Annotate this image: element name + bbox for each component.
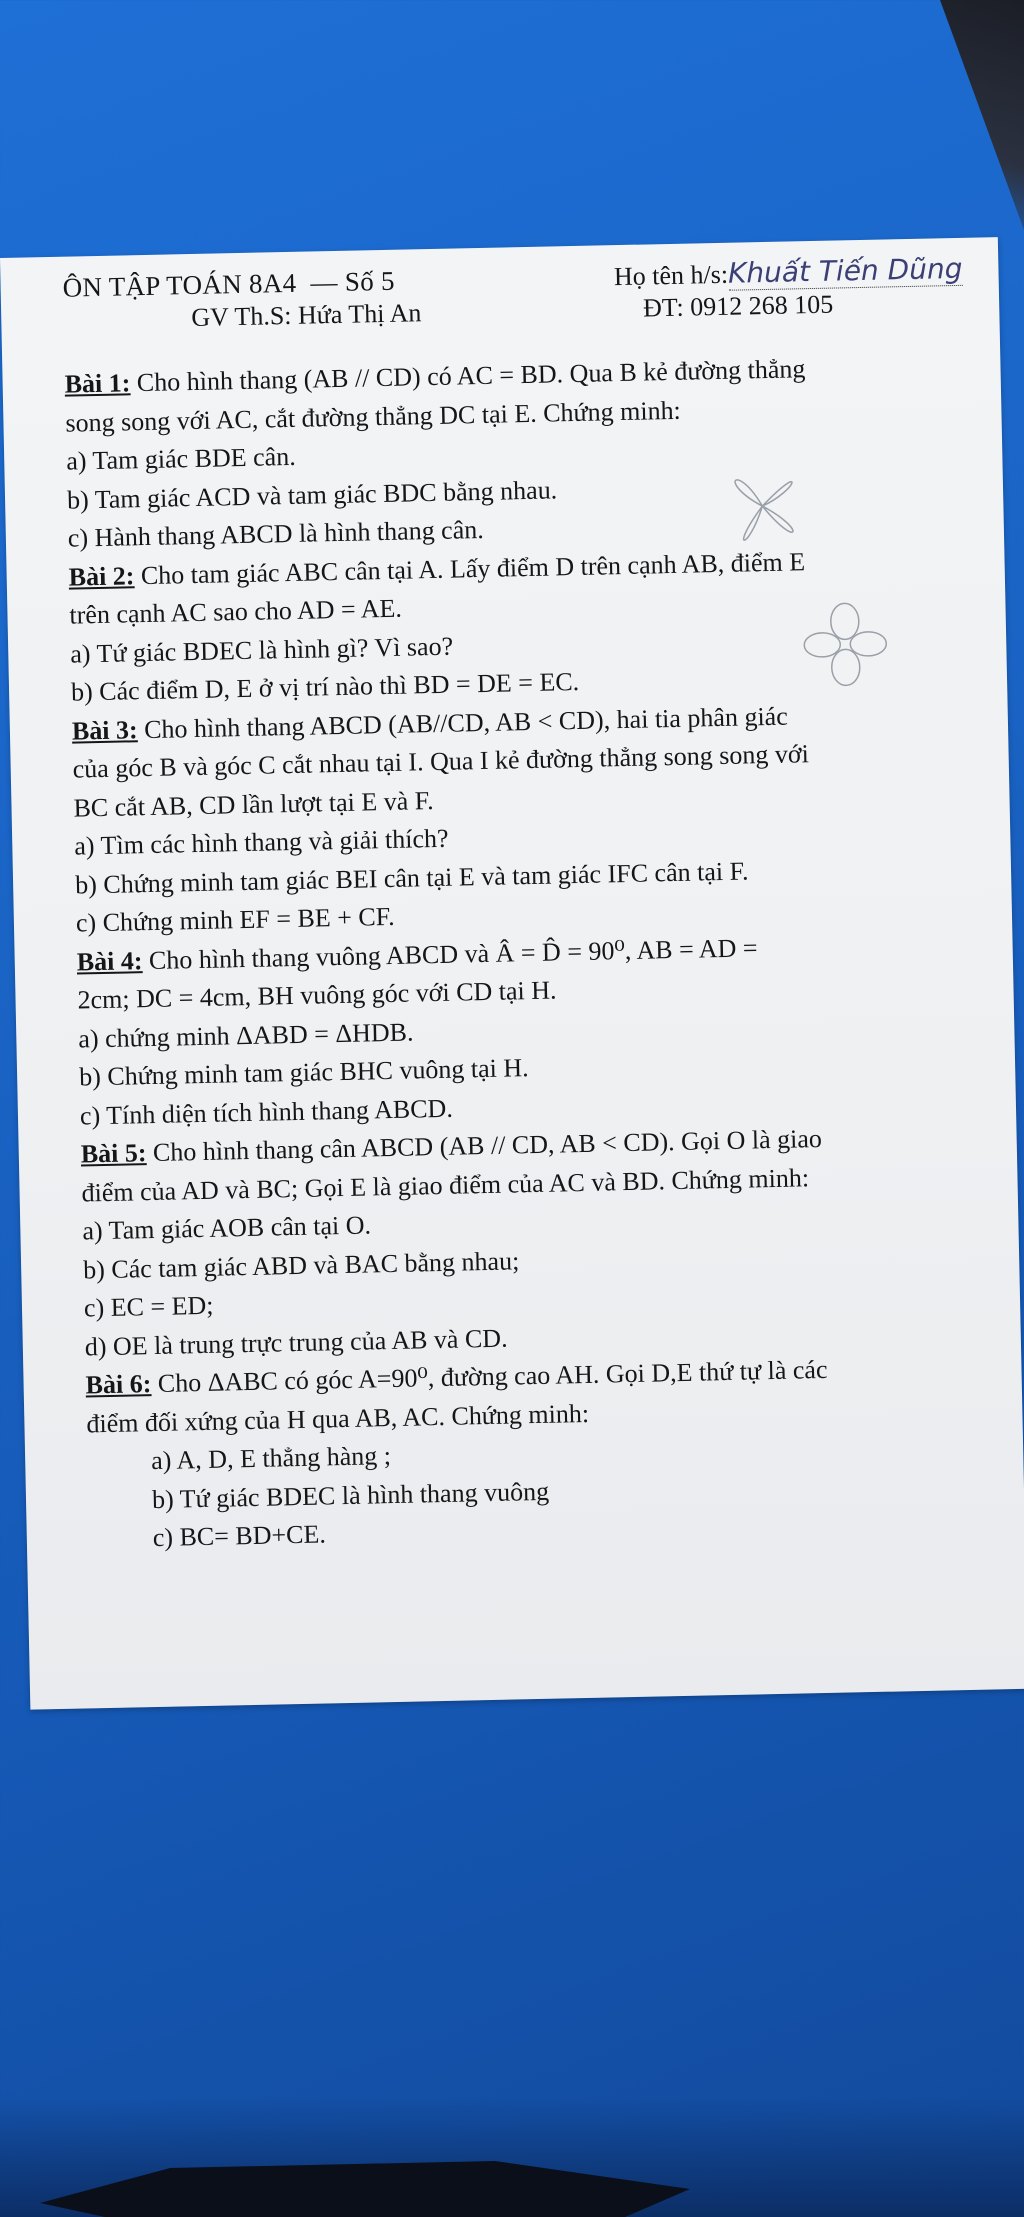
- student-name-field: Họ tên h/s:Khuất Tiến Dũng: [613, 251, 963, 292]
- problem-1-part-c: c) Hành thang ABCD là hình thang cân.: [67, 514, 485, 553]
- problem-4-label: Bài 4:: [76, 945, 143, 977]
- problem-4-part-a: a) chứng minh ΔABD = ΔHDB.: [78, 1017, 414, 1054]
- problem-list: [64, 347, 989, 1559]
- problem-6-part-a: a) A, D, E thẳng hàng ;: [150, 1441, 392, 1476]
- pencil-doodle-flower-1: [706, 450, 818, 562]
- problem-4-line-2: 2cm; DC = 4cm, BH vuông góc với CD tại H.: [77, 975, 557, 1015]
- problem-3-part-b: b) Chứng minh tam giác BEI cân tại E và tam giác IFC cân tại F.: [74, 855, 749, 900]
- problem-1-part-a: a) Tam giác BDE cân.: [65, 441, 296, 476]
- teacher-name: GV Th.S: Hứa Thị An: [190, 298, 422, 333]
- problem-6-line-2: điểm đối xứng của H qua AB, AC. Chứng minh:: [86, 1398, 590, 1438]
- problem-5-label: Bài 5:: [80, 1138, 147, 1169]
- problem-5-part-a: a) Tam giác AOB cân tại O.: [82, 1210, 372, 1246]
- problem-4-part-c: c) Tính diện tích hình thang ABCD.: [79, 1093, 454, 1131]
- problem-6-part-c: c) BC= BD+CE.: [152, 1519, 327, 1553]
- problem-2-line-2: trên cạnh AC sao cho AD = AE.: [69, 593, 403, 630]
- problem-1-line-1: Bài 1: Cho hình thang (AB // CD) có AC = BD. Qua B kẻ đường thẳng: [64, 354, 806, 399]
- problem-2-part-b: b) Các điểm D, E ở vị trí nào thì BD = DE = EC.: [70, 666, 580, 707]
- problem-3-line-1: Bài 3: Cho hình thang ABCD (AB//CD, AB < CD), hai tia phân giác: [71, 701, 788, 746]
- problem-5-line-1: Bài 5: Cho hình thang cân ABCD (AB // CD, AB < CD). Gọi O là giao: [80, 1123, 823, 1169]
- worksheet-content: [62, 252, 989, 1559]
- problem-1-line-2: song song với AC, cắt đường thẳng DC tại E. Chứng minh:: [65, 395, 682, 438]
- problem-6-part-b: b) Tứ giác BDEC là hình thang vuông: [151, 1476, 550, 1514]
- problem-1-label: Bài 1:: [64, 368, 131, 399]
- problem-5-line-2: điểm của AD và BC; Gọi E là giao điểm của AC và BD. Chứng minh:: [81, 1162, 810, 1207]
- problem-5-part-b: b) Các tam giác ABD và BAC bằng nhau;: [82, 1245, 520, 1284]
- problem-5-part-c: c) EC = ED;: [83, 1290, 214, 1323]
- problem-2-line-1: Bài 2: Cho tam giác ABC cân tại A. Lấy điểm D trên cạnh AB, điểm E: [68, 546, 806, 592]
- teacher-phone: ĐT: 0912 268 105: [642, 289, 834, 323]
- problem-2-part-a: a) Tứ giác BDEC là hình gì? Vì sao?: [69, 631, 454, 669]
- problem-3-part-a: a) Tìm các hình thang và giải thích?: [74, 823, 449, 861]
- worksheet-title: ÔN TẬP TOÁN 8A4 — Số 5: [62, 265, 396, 303]
- problem-3-line-2: của góc B và góc C cắt nhau tại I. Qua I kẻ đường thẳng song song với: [72, 739, 810, 784]
- problem-6-label: Bài 6:: [85, 1369, 152, 1400]
- pencil-doodle-flower-2: [799, 598, 891, 690]
- problem-3-label: Bài 3:: [71, 714, 138, 746]
- handwritten-student-name: Khuất Tiến Dũng: [727, 251, 963, 290]
- background-object-top-right: [884, 0, 1024, 230]
- problem-1-part-b: b) Tam giác ACD và tam giác BDC bằng nhau.: [66, 474, 558, 515]
- worksheet-paper: [0, 237, 1024, 1710]
- problem-2-label: Bài 2:: [68, 560, 135, 592]
- problem-3-part-c: c) Chứng minh EF = BE + CF.: [75, 901, 395, 938]
- problem-5-part-d: d) OE là trung trực trung của AB và CD.: [84, 1323, 508, 1361]
- problem-4-part-b: b) Chứng minh tam giác BHC vuông tại H.: [78, 1053, 529, 1092]
- problem-4-line-1: Bài 4: Cho hình thang vuông ABCD và Â = D̂ = 90⁰, AB = AD =: [76, 932, 758, 977]
- problem-6-line-1: Bài 6: Cho ΔABC có góc A=90⁰, đường cao AH. Gọi D,E thứ tự là các: [85, 1354, 828, 1400]
- problem-3-line-3: BC cắt AB, CD lần lượt tại E và F.: [73, 785, 434, 823]
